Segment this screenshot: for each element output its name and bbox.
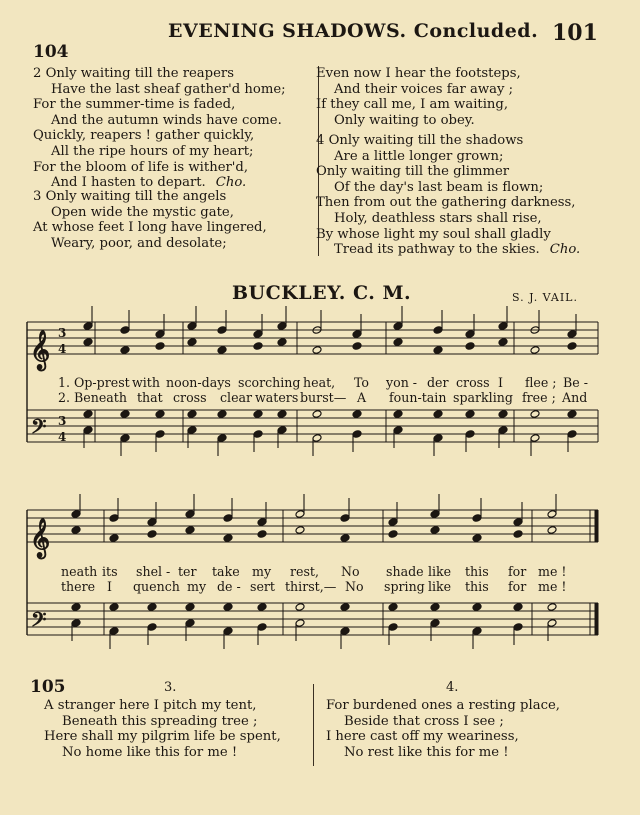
note-head (223, 534, 233, 543)
note-head (465, 410, 475, 419)
note-head (530, 410, 540, 419)
lyric-syllable: this (465, 579, 489, 594)
verse-line: For the bloom of life is wither'd, (33, 159, 249, 175)
hymn-number-104: 104 (33, 42, 69, 62)
note-head (430, 603, 440, 612)
note-head (530, 346, 540, 355)
note-head (253, 342, 263, 351)
lyric-syllable: yon - (386, 375, 418, 390)
lyric-syllable: take (212, 564, 240, 579)
lyric-syllable: me ! (538, 564, 567, 579)
lyric-syllable: ter (178, 564, 197, 579)
lyrics-system2-line1 (0, 564, 640, 580)
stanza-3-label: 3. (164, 680, 177, 695)
lyric-syllable: der (427, 375, 449, 390)
verse-line: Only waiting till the glimmer (316, 164, 510, 180)
lyric-syllable: sparkling (453, 390, 513, 405)
lyric-syllable: 2. Beneath (58, 390, 127, 405)
note-head (185, 603, 195, 612)
note-head (223, 603, 233, 612)
note-head (295, 526, 305, 535)
note-head (513, 530, 523, 539)
lyric-syllable: sert (250, 579, 275, 594)
lyric-syllable: me ! (538, 579, 567, 594)
note-head (352, 410, 362, 419)
verse-line: Beneath this spreading tree ; (62, 713, 258, 729)
verse-line: At whose feet I long have lingered, (33, 220, 267, 236)
verse-line: 3 Only waiting till the angels (33, 189, 227, 204)
lyric-syllable: And (562, 390, 588, 405)
lyrics-system1-line2 (0, 390, 640, 406)
note-head (393, 410, 403, 419)
lyric-syllable: burst— (300, 390, 347, 405)
verse-line: Of the day's last beam is flown; (334, 179, 544, 195)
note-head (187, 338, 197, 347)
lyric-syllable: heat, (303, 375, 336, 390)
lyric-syllable: cross (173, 390, 207, 405)
note-head (120, 410, 130, 419)
running-title: EVENING SHADOWS. Concluded. (168, 20, 539, 42)
lyric-syllable: 1. Op-prest (58, 375, 130, 390)
verse-line: And I hasten to depart. Cho. (51, 175, 247, 191)
note-head (472, 603, 482, 612)
chorus-cue: Cho. (215, 175, 247, 191)
verse-line: 2 Only waiting till the reapers (33, 66, 234, 81)
verse-line: And the autumn winds have come. (51, 112, 282, 128)
lyric-syllable: shade (386, 564, 424, 579)
note-head (567, 342, 577, 351)
note-head (430, 526, 440, 535)
lyric-syllable: waters (255, 390, 299, 405)
lyric-syllable: scorching (238, 375, 301, 390)
music-glyph: 4 (58, 430, 67, 444)
note-head (83, 338, 93, 347)
hymn105-stanza4 (326, 698, 560, 760)
verse-line: Have the last sheaf gather'd home; (51, 81, 286, 97)
lyric-syllable: flee ; (525, 375, 557, 390)
lyric-syllable: I (107, 579, 112, 594)
music-glyph: 3 (58, 414, 67, 428)
note-head (187, 410, 197, 419)
chorus-cue: Cho. (549, 242, 581, 258)
hymn105-stanza3 (44, 698, 281, 760)
music-glyph: 𝄢 (31, 607, 47, 636)
lyric-syllable: like (428, 564, 452, 579)
lyric-syllable: shel - (136, 564, 171, 579)
lyric-syllable: its (102, 564, 118, 579)
note-head (498, 410, 508, 419)
verse-line: Open wide the mystic gate, (51, 204, 234, 220)
verse-line: Here shall my pilgrim life be spent, (44, 729, 281, 745)
verse-line: Are a little longer grown; (334, 148, 504, 164)
lyric-syllable: I (498, 375, 503, 390)
note-head (393, 338, 403, 347)
note-head (312, 410, 322, 419)
verse-line: Then from out the gathering darkness, (316, 195, 576, 211)
verse-line: For burdened ones a resting place, (326, 698, 560, 713)
note-head (472, 534, 482, 543)
note-head (433, 346, 443, 355)
verse-line: Tread its pathway to the skies. Cho. (334, 242, 581, 258)
note-head (71, 603, 81, 612)
verse-line: Even now I hear the footsteps, (316, 66, 521, 81)
lyric-syllable: my (187, 579, 207, 594)
note-head (120, 346, 130, 355)
lyrics-system2-line2 (0, 579, 640, 595)
lyric-syllable: thirst,— (285, 579, 337, 594)
verse-line: And their voices far away ; (334, 81, 514, 97)
lyric-syllable: there (61, 579, 96, 594)
music-glyph: 4 (58, 342, 67, 356)
note-head (217, 410, 227, 419)
tune-title: BUCKLEY. C. M. (232, 282, 412, 304)
lyric-syllable: this (465, 564, 489, 579)
lyric-syllable: like (428, 579, 452, 594)
lyric-syllable: with (132, 375, 160, 390)
verse-line: Only waiting to obey. (334, 112, 475, 128)
note-head (147, 603, 157, 612)
lyric-syllable: foun-tain (389, 390, 447, 405)
note-head (388, 530, 398, 539)
note-head (547, 603, 557, 612)
lyric-syllable: my (252, 564, 272, 579)
music-glyph: 𝄞 (30, 518, 51, 558)
note-head (109, 603, 119, 612)
lyric-syllable: To (354, 375, 370, 390)
verse-line: A stranger here I pitch my tent, (44, 698, 257, 713)
music-glyph: 𝄞 (30, 330, 51, 370)
column-divider-2 (313, 684, 314, 766)
stanza-4-label: 4. (446, 680, 459, 695)
lyric-syllable: No (341, 564, 360, 579)
lyric-syllable: rest, (290, 564, 320, 579)
lyric-syllable: de - (217, 579, 241, 594)
lyrics-system1-line1 (0, 375, 640, 391)
lyric-syllable: noon-days (166, 375, 231, 390)
note-head (513, 603, 523, 612)
note-head (253, 410, 263, 419)
verse-line: Holy, deathless stars shall rise, (334, 210, 542, 226)
note-head (155, 410, 165, 419)
note-head (547, 526, 557, 535)
note-head (185, 526, 195, 535)
lyric-syllable: No (345, 579, 364, 594)
note-head (465, 342, 475, 351)
lyric-syllable: for (508, 579, 527, 594)
lyric-syllable: neath (61, 564, 98, 579)
lyric-syllable: spring (384, 579, 425, 594)
note-head (277, 410, 287, 419)
note-head (277, 338, 287, 347)
hymn-number-105: 105 (30, 677, 66, 697)
lyric-syllable: free ; (522, 390, 556, 405)
note-head (217, 346, 227, 355)
note-head (498, 338, 508, 347)
verse-line: No home like this for me ! (62, 744, 238, 760)
note-head (312, 346, 322, 355)
lyric-syllable: A (357, 390, 367, 405)
verse-line: Quickly, reapers ! gather quickly, (33, 128, 255, 144)
note-head (352, 342, 362, 351)
verse-line: If they call me, I am waiting, (316, 97, 509, 113)
note-head (340, 534, 350, 543)
note-head (257, 603, 267, 612)
lyric-syllable: clear (220, 390, 253, 405)
music-glyph: 3 (58, 326, 67, 340)
verse-line: By whose light my soul shall gladly (316, 226, 551, 242)
note-head (147, 530, 157, 539)
note-head (155, 342, 165, 351)
note-head (71, 526, 81, 535)
note-head (433, 410, 443, 419)
verse-line: 4 Only waiting till the shadows (316, 133, 524, 148)
note-head (295, 603, 305, 612)
note-head (567, 410, 577, 419)
lyric-syllable: for (508, 564, 527, 579)
lyric-syllable: that (137, 390, 163, 405)
lyric-syllable: quench (133, 579, 180, 594)
note-head (340, 603, 350, 612)
composer: S. J. VAIL. (512, 291, 578, 304)
note-head (257, 530, 267, 539)
verse-line: No rest like this for me ! (344, 744, 509, 760)
note-head (83, 410, 93, 419)
verse-line: I here cast off my weariness, (326, 729, 519, 745)
lyric-syllable: cross (456, 375, 490, 390)
music-glyph: 𝄢 (31, 414, 47, 443)
note-head (109, 534, 119, 543)
verse-line: Weary, poor, and desolate; (51, 235, 227, 251)
verse-line: For the summer-time is faded, (33, 97, 236, 113)
lyric-syllable: Be - (563, 375, 588, 390)
verse-line: Beside that cross I see ; (344, 713, 504, 729)
page-number: 101 (552, 20, 598, 46)
note-head (388, 603, 398, 612)
verse-line: All the ripe hours of my heart; (51, 143, 254, 159)
